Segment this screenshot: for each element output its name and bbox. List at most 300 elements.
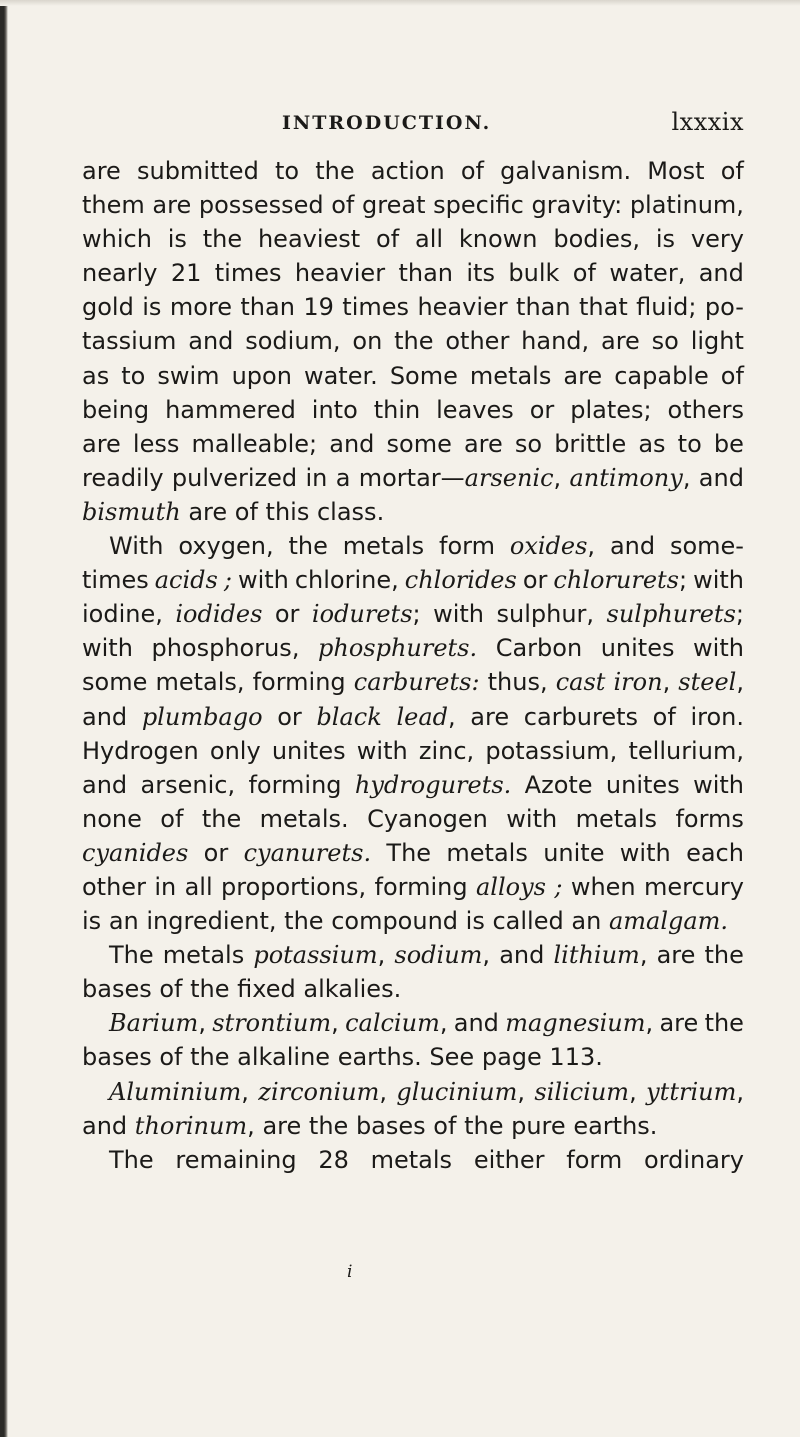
word (82, 631, 133, 665)
text-run: sulphur, (496, 600, 595, 629)
text-run: the (284, 907, 324, 936)
word (521, 324, 589, 358)
text-run: compound (331, 907, 459, 936)
word (109, 529, 164, 563)
word (221, 870, 366, 904)
word (204, 836, 229, 870)
text-line (82, 597, 744, 631)
word (284, 904, 331, 938)
word (272, 734, 346, 768)
text-run: are (656, 941, 696, 970)
text-run: earths. (573, 1111, 658, 1140)
italic-term: iron (613, 668, 663, 697)
text-run: ; (678, 566, 688, 595)
italic-term: Barium (109, 1009, 199, 1038)
text-run: only (209, 736, 261, 765)
text-run: of (720, 157, 744, 185)
text-run: of (460, 157, 484, 185)
word (638, 427, 665, 461)
text-run: and (698, 259, 744, 288)
text-run: the (704, 1009, 744, 1038)
word (374, 393, 421, 427)
word (240, 290, 295, 324)
page-header (82, 108, 744, 142)
word (82, 495, 188, 529)
word (357, 734, 408, 768)
word (678, 427, 702, 461)
text-run: The (109, 941, 154, 970)
text-run: metals (446, 838, 528, 867)
text-run: See (429, 1043, 475, 1072)
word (82, 972, 159, 1006)
italic-term: oxides (509, 532, 588, 561)
word (82, 802, 142, 836)
word (499, 938, 544, 972)
word (343, 529, 424, 563)
italic-term: cast (555, 668, 606, 697)
binding-edge (0, 0, 8, 1437)
text-run: galvanism. (500, 157, 632, 185)
text-run: heavier (294, 259, 386, 288)
text-run: very (690, 225, 744, 254)
text-run: an (571, 907, 602, 936)
word (109, 1075, 249, 1109)
text-run: hammered (165, 395, 296, 424)
text-run: arsenic, (140, 770, 236, 799)
text-run: known (458, 225, 538, 254)
text-run: , (379, 1077, 387, 1106)
text-run: metals, (155, 668, 245, 697)
word (160, 802, 183, 836)
text-run: of (652, 702, 676, 731)
text-run: are (659, 1009, 699, 1038)
text-run: great (362, 191, 426, 220)
word (248, 768, 341, 802)
text-run: earths. (337, 1043, 422, 1072)
word (82, 700, 127, 734)
text-run: page (481, 1043, 542, 1072)
word (553, 563, 687, 597)
text-line (82, 324, 744, 358)
text-line (82, 154, 744, 188)
text-run: metals (575, 804, 658, 833)
word (500, 154, 631, 188)
word (82, 324, 176, 358)
text-run: than (240, 293, 295, 322)
word (244, 836, 372, 870)
word (570, 461, 691, 495)
word (506, 802, 557, 836)
word (155, 563, 218, 597)
text-run: pure (511, 1111, 566, 1140)
italic-term: lead (396, 702, 448, 731)
text-run: gold (82, 293, 134, 322)
text-run: more (169, 293, 232, 322)
word (721, 359, 744, 393)
italic-term: steel (678, 668, 737, 697)
word (133, 427, 179, 461)
text-run: Some (389, 361, 458, 390)
word (185, 870, 213, 904)
word (607, 597, 744, 631)
word (171, 256, 202, 290)
word (505, 1006, 653, 1040)
text-run: the (201, 804, 242, 833)
word (417, 290, 507, 324)
word (82, 1109, 135, 1143)
text-run: bases (82, 1043, 152, 1072)
text-run: are (262, 1111, 302, 1140)
text-run: ingredient, (146, 907, 277, 936)
text-run: being (82, 395, 150, 424)
word (245, 324, 340, 358)
word (508, 256, 559, 290)
word (394, 938, 490, 972)
italic-term: glucinium (396, 1077, 518, 1106)
word (524, 700, 638, 734)
word (154, 870, 176, 904)
word (309, 1109, 356, 1143)
word (82, 597, 163, 631)
text-run: and (82, 770, 128, 799)
word (554, 870, 562, 904)
word (386, 836, 431, 870)
word (262, 1109, 308, 1143)
text-run: heavier (417, 293, 508, 322)
word (394, 324, 433, 358)
text-line (82, 495, 744, 529)
word (170, 290, 232, 324)
text-run: , (439, 1009, 448, 1038)
text-run: unites (600, 634, 675, 663)
word (606, 768, 680, 802)
word (525, 768, 593, 802)
text-run: with (433, 600, 485, 629)
word (497, 597, 595, 631)
word (215, 256, 282, 290)
word (190, 972, 237, 1006)
word (387, 427, 452, 461)
text-run: the (394, 327, 434, 356)
text-run: heaviest (257, 225, 361, 254)
text-run: , (639, 941, 648, 970)
text-run: tassium (82, 327, 177, 356)
text-line (82, 631, 744, 665)
word (466, 256, 495, 290)
word (609, 904, 728, 938)
text-run: into (311, 395, 358, 424)
text-line (82, 665, 744, 699)
word (405, 563, 517, 597)
word (82, 188, 145, 222)
text-line (82, 1040, 744, 1074)
italic-term: black (316, 702, 382, 731)
text-line (82, 529, 744, 563)
text-run: plates; (570, 395, 652, 424)
word (454, 1006, 499, 1040)
text-run: pulverized (171, 463, 298, 492)
word (82, 904, 109, 938)
italic-term: iodurets (311, 600, 413, 629)
word (496, 631, 582, 665)
text-run: of (720, 361, 744, 390)
text-run: with (82, 634, 133, 663)
text-run: of (376, 225, 400, 254)
word (488, 665, 548, 699)
text-run: with (619, 838, 671, 867)
text-run: metals (469, 361, 552, 390)
word (668, 393, 744, 427)
word (653, 700, 676, 734)
text-run: others (667, 395, 744, 424)
word (549, 1040, 602, 1074)
word (470, 359, 551, 393)
text-run: of (433, 1111, 457, 1140)
word (614, 665, 671, 699)
text-run: fixed (237, 975, 296, 1004)
word (670, 529, 744, 563)
word (516, 290, 571, 324)
text-run: with (693, 770, 744, 799)
text-run: bulk (508, 259, 560, 288)
text-run: and (82, 1111, 128, 1140)
word (190, 1040, 237, 1074)
word (224, 563, 232, 597)
word (82, 359, 109, 393)
text-run: proportions, (221, 872, 367, 901)
text-run: specific (433, 191, 524, 220)
word (433, 1109, 464, 1143)
word (563, 359, 602, 393)
text-run: Carbon (495, 634, 583, 663)
word (157, 359, 219, 393)
word (121, 359, 145, 393)
text-run: with (506, 804, 558, 833)
word (82, 1040, 159, 1074)
text-run: so (514, 429, 543, 458)
text-run: zinc, (418, 736, 475, 765)
italic-term: Aluminium (109, 1077, 242, 1106)
text-run: other (82, 872, 146, 901)
text-run: an (108, 907, 139, 936)
word (693, 631, 744, 665)
italic-term: thorinum (134, 1111, 248, 1140)
word (266, 495, 317, 529)
text-run: and (609, 532, 656, 561)
text-line (82, 700, 744, 734)
text-run: or (274, 600, 300, 629)
word (352, 324, 382, 358)
italic-term: ; (554, 872, 563, 901)
word (609, 256, 685, 290)
word (579, 290, 628, 324)
text-run: times (342, 293, 410, 322)
word (464, 427, 503, 461)
italic-term: cyanurets. (243, 838, 372, 867)
word (445, 324, 509, 358)
text-run: leaves (436, 395, 514, 424)
word (210, 734, 261, 768)
text-line (82, 904, 744, 938)
italic-term: sulphurets (606, 600, 736, 629)
word (646, 1075, 744, 1109)
text-run: brittle (554, 429, 627, 458)
text-run: the (308, 1111, 349, 1140)
word (82, 734, 199, 768)
word (543, 836, 604, 870)
word (466, 904, 493, 938)
text-line (82, 972, 744, 1006)
text-run: times (82, 566, 149, 595)
text-run: forming (374, 872, 468, 901)
text-run: mortar— (358, 463, 465, 492)
word (137, 154, 259, 188)
text-run: some- (669, 532, 744, 561)
text-run: light (690, 327, 744, 356)
text-run: mercury (644, 872, 744, 901)
text-run: Most (647, 157, 705, 185)
text-run: which (82, 225, 152, 254)
text-run: its (466, 259, 495, 288)
text-run: , (682, 463, 691, 492)
word (317, 495, 384, 529)
word (553, 222, 640, 256)
text-run: water, (609, 259, 686, 288)
word (82, 870, 146, 904)
word (657, 938, 696, 972)
text-run: upon (231, 361, 292, 390)
text-run: , (629, 1077, 637, 1106)
text-run: to (677, 429, 702, 458)
text-run: 28 (318, 1145, 349, 1174)
word (482, 1040, 550, 1074)
word (553, 938, 647, 972)
text-run: is (142, 293, 162, 322)
word (691, 222, 744, 256)
word (354, 665, 480, 699)
word (436, 393, 514, 427)
text-run: ; (412, 600, 421, 629)
text-line (82, 359, 744, 393)
text-run: po- (704, 293, 744, 322)
text-run: each (686, 838, 744, 867)
text-run: hand, (521, 327, 590, 356)
word (142, 700, 263, 734)
word (714, 427, 744, 461)
word (191, 427, 317, 461)
text-run: , (736, 1077, 744, 1106)
word (312, 597, 421, 631)
text-run: is (655, 225, 676, 254)
text-line (82, 222, 744, 256)
text-run: are (82, 157, 121, 185)
text-run: all (415, 225, 444, 254)
word (82, 256, 157, 290)
text-line (82, 870, 744, 904)
italic-term: zirconium (258, 1077, 380, 1106)
text-run: chlorine, (294, 566, 399, 595)
text-run: alkalies. (303, 975, 402, 1004)
word (705, 1006, 744, 1040)
text-run: Azote (524, 770, 593, 799)
word (109, 938, 154, 972)
text-run: them (82, 191, 145, 220)
text-run: are (563, 361, 603, 390)
text-run: are (601, 327, 640, 356)
word (237, 1040, 338, 1074)
word (109, 1006, 206, 1040)
word (721, 154, 744, 188)
word (235, 495, 266, 529)
italic-term: yttrium (646, 1077, 737, 1106)
word (141, 768, 236, 802)
italic-term: chlorurets (553, 566, 679, 595)
text-run: either (473, 1145, 545, 1174)
word (275, 154, 299, 188)
italic-term: strontium (212, 1009, 332, 1038)
word (705, 938, 744, 972)
word (644, 1143, 744, 1177)
word (188, 324, 233, 358)
word (376, 222, 399, 256)
text-run: are (82, 429, 121, 458)
text-line (82, 734, 744, 768)
text-run: of (159, 1043, 183, 1072)
word (644, 870, 744, 904)
word (355, 768, 511, 802)
word (342, 290, 409, 324)
text-run: the (704, 941, 744, 970)
text-line (82, 290, 744, 324)
italic-term: sodium (394, 941, 483, 970)
word (356, 1109, 433, 1143)
text-run: with (237, 566, 289, 595)
text-run: as (638, 429, 666, 458)
text-run: , (645, 1009, 654, 1038)
word (470, 700, 509, 734)
text-run: form (566, 1145, 623, 1174)
word (202, 802, 241, 836)
word (168, 222, 187, 256)
text-run: , (553, 463, 562, 492)
text-run: , (736, 668, 744, 697)
word (515, 427, 542, 461)
word (172, 461, 297, 495)
word (336, 461, 351, 495)
text-run: of (331, 191, 355, 220)
word (238, 563, 289, 597)
text-run: and (698, 463, 744, 492)
text-run: is (82, 907, 102, 936)
text-run: unites (605, 770, 680, 799)
text-run: the (202, 225, 243, 254)
text-run: is (465, 907, 485, 936)
word (82, 563, 149, 597)
word (433, 188, 524, 222)
word (675, 802, 743, 836)
word (614, 359, 709, 393)
word (318, 1143, 349, 1177)
word (275, 597, 300, 631)
word (82, 836, 188, 870)
word (693, 563, 744, 597)
word (331, 188, 354, 222)
word (288, 529, 327, 563)
word (570, 393, 651, 427)
text-run: sodium, (245, 327, 341, 356)
word (630, 188, 744, 222)
word (485, 734, 617, 768)
